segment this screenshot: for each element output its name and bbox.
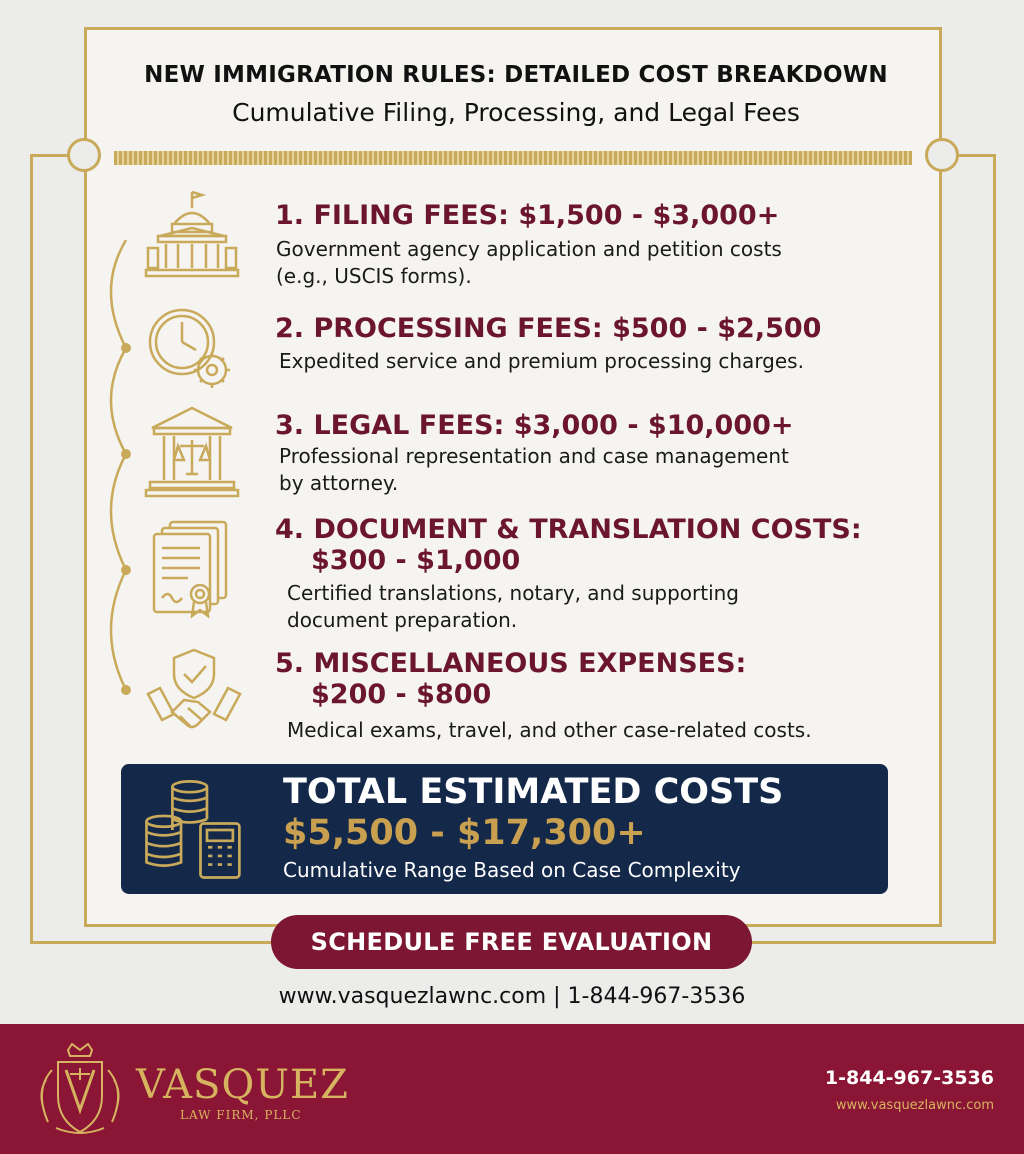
handshake-shield-icon [144, 644, 244, 744]
legal-fees-desc-line-2: by attorney. [279, 471, 399, 495]
footer-url[interactable]: www.vasquezlawnc.com [835, 1098, 994, 1113]
processing-fees-desc [279, 348, 804, 375]
capitol-building-icon [142, 186, 242, 286]
ticket-notch-right [925, 138, 959, 172]
miscellaneous-desc [287, 717, 812, 744]
legal-fees-desc-line-1: Professional representation and case management [279, 444, 789, 468]
filing-fees-desc-line-1: Government agency application and petition costs [276, 237, 782, 261]
footer-phone[interactable]: 1-844-967-3536 [824, 1067, 994, 1089]
clock-gear-icon [140, 298, 240, 398]
miscellaneous-label: 5. MISCELLANEOUS EXPENSES: [275, 648, 747, 679]
miscellaneous-desc-line-1: Medical exams, travel, and other case-related costs. [287, 718, 812, 742]
filing-fees-desc [276, 236, 782, 290]
total-label: TOTAL ESTIMATED COSTS [283, 772, 784, 812]
logo-wordmark: VASQUEZ [136, 1062, 349, 1108]
gold-divider [114, 151, 912, 165]
document-translation-desc-line-1: Certified translations, notary, and supporting [287, 581, 740, 605]
coins-calculator-icon [140, 776, 248, 884]
document-translation-label: 4. DOCUMENT & TRANSLATION COSTS: [275, 514, 862, 545]
document-translation-title [275, 514, 862, 576]
courthouse-scales-icon [142, 402, 242, 502]
filing-fees-title: 1. FILING FEES: $1,500 - $3,000+ [275, 200, 780, 231]
page-title: NEW IMMIGRATION RULES: DETAILED COST BREAKDOWN [144, 62, 888, 88]
timeline-connector [96, 240, 146, 700]
legal-fees-title: 3. LEGAL FEES: $3,000 - $10,000+ [275, 410, 794, 441]
document-translation-desc [287, 580, 739, 634]
processing-fees-title: 2. PROCESSING FEES: $500 - $2,500 [275, 313, 822, 344]
total-amount: $5,500 - $17,300+ [283, 813, 646, 853]
filing-fees-desc-line-2: (e.g., USCIS forms). [276, 264, 472, 288]
document-translation-amount: $300 - $1,000 [311, 545, 521, 576]
contact-line[interactable]: www.vasquezlawnc.com | 1-844-967-3536 [278, 984, 746, 1009]
miscellaneous-title [275, 648, 746, 710]
document-translation-desc-line-2: document preparation. [287, 608, 518, 632]
page-subtitle: Cumulative Filing, Processing, and Legal Fees [232, 98, 800, 127]
law-firm-crest-icon [28, 1040, 132, 1140]
miscellaneous-amount: $200 - $800 [311, 679, 492, 710]
schedule-evaluation-button[interactable]: SCHEDULE FREE EVALUATION [271, 915, 752, 969]
legal-fees-desc [279, 443, 789, 497]
total-note: Cumulative Range Based on Case Complexity [283, 858, 741, 882]
certificate-document-icon [142, 518, 242, 618]
processing-fees-desc-line-1: Expedited service and premium processing charges. [279, 349, 804, 373]
logo-subtitle: LAW FIRM, PLLC [180, 1108, 302, 1122]
ticket-notch-left [67, 138, 101, 172]
